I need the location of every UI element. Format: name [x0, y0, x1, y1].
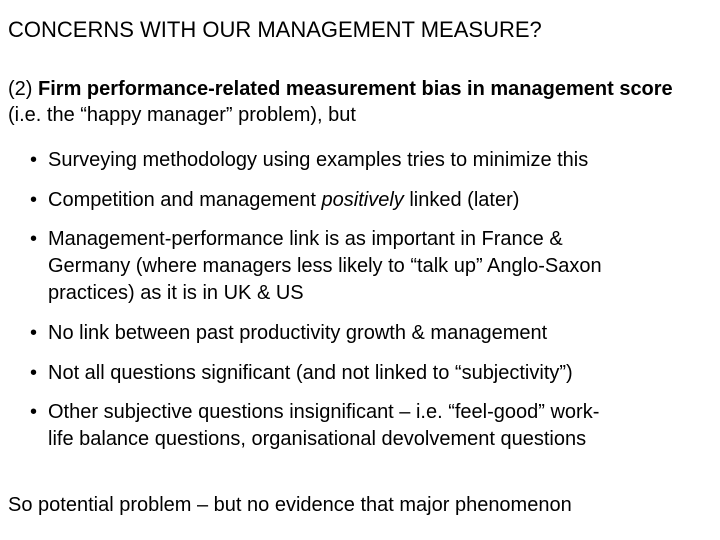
point-rest: (i.e. the “happy manager” problem), but [8, 104, 356, 126]
bullet-dot: • [30, 149, 38, 171]
bullet-text-line: practices) as it is in UK & US [48, 282, 304, 304]
bullet-dot: • [30, 322, 38, 344]
bullet-text [48, 186, 720, 214]
bullet-text-line: Management-performance link is as important in France & [48, 228, 563, 250]
bullet-item-competition [30, 186, 720, 214]
bullet-item-not-all-questions [30, 359, 720, 387]
bullet-text: Not all questions significant (and not linked to “subjectivity”) [48, 362, 573, 384]
bullet-dot: • [30, 401, 38, 423]
conclusion-text: So potential problem – but no evidence that major phenomenon [8, 494, 572, 516]
bullet-item-past-productivity [30, 319, 720, 347]
slide-title: CONCERNS WITH OUR MANAGEMENT MEASURE? [8, 17, 542, 42]
bullet-text-after: linked (later) [409, 189, 520, 211]
bullet-text-line: Other subjective questions insignificant – i.e. “feel-good” work- [48, 401, 600, 423]
bullet-dot: • [30, 189, 38, 211]
bullet-text: Surveying methodology using examples tries to minimize this [48, 149, 589, 171]
bullet-item-methodology [30, 146, 720, 174]
bullet-text-before: Competition and management [48, 189, 316, 211]
point-bold-lead: Firm performance-related measurement bias in management score [38, 78, 673, 100]
bullet-dot: • [30, 228, 38, 250]
bullet-text-italic: positively [321, 189, 404, 211]
bullet-item-subjective-questions [30, 399, 720, 453]
bullet-list [30, 146, 720, 465]
bullet-dot: • [30, 362, 38, 384]
point-2 [8, 76, 708, 128]
bullet-item-france-germany [30, 226, 720, 307]
bullet-text: No link between past productivity growth & management [48, 322, 548, 344]
bullet-text-line: life balance questions, organisational devolvement questions [48, 428, 587, 450]
point-number: (2) [8, 78, 33, 100]
bullet-text-line: Germany (where managers less likely to “talk up” Anglo-Saxon [48, 255, 602, 277]
